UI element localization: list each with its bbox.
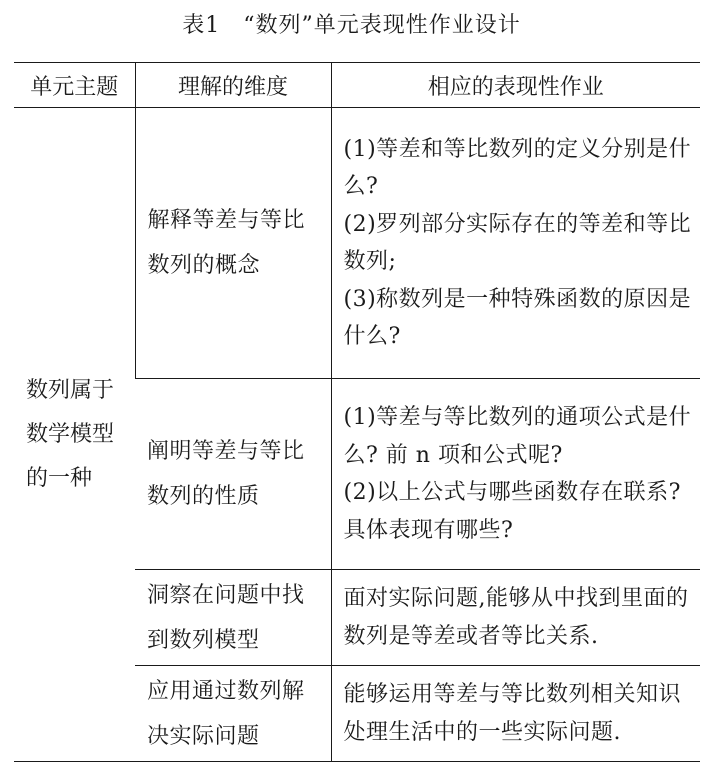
task-item: (1)等差与等比数列的通项公式是什么? 前 n 项和公式呢? bbox=[343, 405, 692, 468]
header-unit-theme: 单元主题 bbox=[14, 63, 135, 108]
table-container bbox=[14, 62, 700, 762]
task-item: 能够运用等差与等比数列相关知识处理生活中的一些实际问题. bbox=[343, 682, 682, 745]
task-item: (2)罗列部分实际存在的等差和等比数列; bbox=[343, 211, 692, 274]
dimension-cell bbox=[135, 666, 331, 762]
header-dimension: 理解的维度 bbox=[135, 63, 331, 108]
dimension-cell bbox=[135, 108, 331, 379]
dimension-text: 解释等差与等比数列的概念 bbox=[147, 208, 306, 278]
table-row bbox=[14, 108, 700, 379]
table-caption: 表1 “数列”单元表现性作业设计 bbox=[182, 13, 521, 38]
task-item: 面对实际问题,能够从中找到里面的数列是等差或者等比关系. bbox=[343, 586, 689, 649]
task-item: (3)称数列是一种特殊函数的原因是什么? bbox=[343, 286, 692, 349]
task-item: (1)等差和等比数列的定义分别是什么? bbox=[343, 136, 692, 199]
homework-design-table bbox=[14, 62, 700, 762]
unit-theme-text: 数列属于数学模型的一种 bbox=[26, 377, 115, 491]
task-cell bbox=[331, 666, 700, 762]
task-cell bbox=[331, 108, 700, 379]
unit-theme-cell bbox=[14, 108, 135, 762]
header-row bbox=[14, 63, 700, 108]
task-cell bbox=[331, 570, 700, 666]
header-performance-task: 相应的表现性作业 bbox=[331, 63, 700, 108]
task-item: (2)以上公式与哪些函数存在联系? 具体表现有哪些? bbox=[343, 480, 681, 543]
dimension-text: 阐明等差与等比数列的性质 bbox=[147, 439, 305, 509]
dimension-text: 洞察在问题中找到数列模型 bbox=[147, 582, 305, 653]
dimension-cell bbox=[135, 570, 331, 666]
task-cell bbox=[331, 379, 700, 570]
dimension-text: 应用通过数列解决实际问题 bbox=[147, 678, 305, 749]
dimension-cell bbox=[135, 379, 331, 570]
